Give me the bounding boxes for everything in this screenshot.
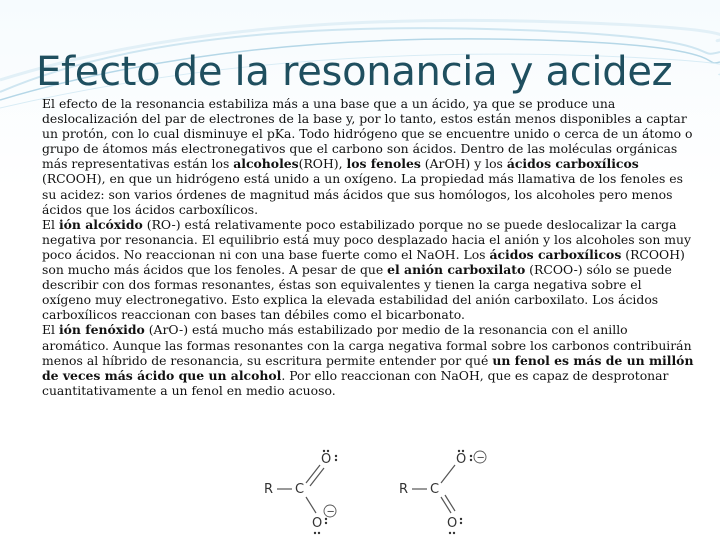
page-title: Efecto de la resonancia y acidez [36, 49, 673, 95]
atom-o-top-2: O [456, 452, 467, 467]
p1-text-3: (RCOOH), en que un hidrógeno está unido a un oxígeno. La propiedad más llamativa de los fenoles es su acidez: son varios órdenes de magnitud más ácidos que sus homólogos, los alcoholes pero menos ácidos que los ácidos carboxílicos. [42, 171, 683, 217]
p1-text-1: (ROH), [298, 156, 347, 172]
term-ion-alcoxido: ión alcóxido [58, 216, 143, 232]
p2-text-0: El [42, 216, 59, 232]
atom-c: C [295, 482, 305, 497]
charge-symbol: − [326, 506, 335, 518]
p3-text-1: (ArO-) está mucho más estabilizado por medio de la resonancia con el anillo aromático. Aunque las formas resonantes con la carga negativa formal sobre los carbonos contribuirán menos al híbrido de resonancia, su escritura permite entender por qué [42, 322, 692, 368]
atom-r: R [264, 482, 274, 497]
term-alcoholes: alcoholes [233, 156, 299, 172]
term-anion-carboxilato: el anión carboxilato [387, 262, 526, 278]
paragraph-alcoxido [42, 217, 694, 323]
atom-o-top: O [321, 452, 332, 467]
charge-symbol-2: − [476, 452, 485, 464]
term-fenoles: los fenoles [346, 156, 421, 172]
atom-o-bottom-2: O [447, 516, 458, 531]
term-ion-fenoxido: ión fenóxido [58, 322, 145, 338]
atom-c-2: C [430, 482, 440, 497]
resonance-structure-2 [385, 447, 585, 537]
term-acidos-carboxilicos-2: ácidos carboxílicos [489, 246, 622, 262]
paragraph-intro [42, 96, 694, 217]
p1-text-2: (ArOH) y los [420, 156, 507, 172]
term-acidos-carboxilicos: ácidos carboxílicos [506, 156, 639, 172]
atom-o-bottom: O [312, 516, 323, 531]
p2-text-1: (RO-) está relativamente poco estabilizado porque no se puede deslocalizar la carga negativa por resonancia. El equilibrio está muy poco desplazado hacia el anión y los alcoholes son muy poco ácidos. No reaccionan ni con una base fuerte como el NaOH. Los [42, 216, 692, 262]
p3-text-2: . Por ello reaccionan con NaOH, que es capaz de desprotonar cuantitativamente a un fenol en medio acuoso. [42, 367, 669, 398]
p2-text-3: (RCOO-) sólo se puede describir con dos formas resonantes, éstas son equivalentes y tienen la carga negativa sobre el oxígeno muy electronegativo. Esto explica la elevada estabilidad del anión carboxilato. Los ácidos carboxílicos reaccionan con bases tan débiles como el bicarbonato. [42, 262, 672, 323]
p3-text-0: El [42, 322, 59, 338]
paragraph-fenoxido [42, 322, 694, 397]
p2-text-2: (RCOOH) son mucho más ácidos que los fenoles. A pesar de que [42, 246, 685, 278]
body-text [42, 96, 694, 398]
key-statement: un fenol es más de un millón de veces más ácido que un alcohol [42, 352, 694, 383]
atom-r-2: R [399, 482, 409, 497]
p1-intro: El efecto de la resonancia estabiliza más a una base que a un ácido, ya que se produce una deslocalización del par de electrones de la base y, por lo tanto, estos están menos disponibles a captar un protón, con lo cual disminuye el pKa. Todo hidrógeno que se encuentre unido o cerca de un átomo o grupo de átomos más electronegativos que el carbono son ácidos. Dentro de las moléculas orgánicas más representativas están los [42, 96, 693, 172]
